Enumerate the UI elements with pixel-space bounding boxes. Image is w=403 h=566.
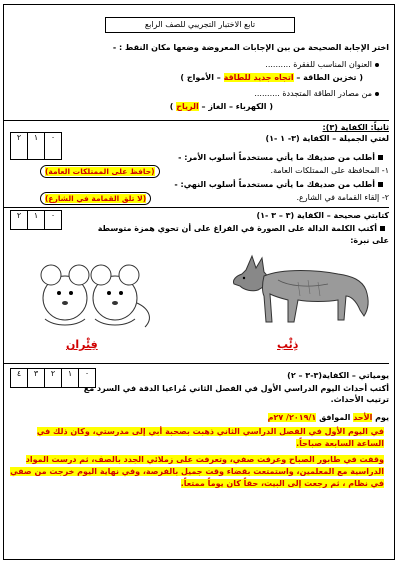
score-cell: ٠ bbox=[50, 133, 56, 142]
section2-subheading: لغتي الجميلة – الكفاية (٣- ١ -١) bbox=[265, 134, 389, 143]
s1-q2-label: من مصادر الطاقة المتجددة .......... bbox=[254, 89, 379, 99]
score-cell: ٠ bbox=[84, 369, 90, 378]
score-cell: ٢ bbox=[45, 369, 62, 387]
score-cell: ١ bbox=[28, 211, 45, 229]
s1-q2-options: ( الكهرباء – الغاز – الرياح ) bbox=[169, 102, 273, 111]
s4-date-line: يوم الأحد الموافق ٢٠١٩/١/ ٢٧م bbox=[267, 413, 389, 422]
section4-heading: يومياتي – الكفاية(٣-٣ – ٢) bbox=[287, 371, 389, 380]
mice-image bbox=[25, 253, 160, 333]
divider bbox=[3, 363, 389, 364]
divider bbox=[3, 207, 389, 208]
score-cell: ٠ bbox=[50, 211, 56, 220]
s2-q1-answer: (حافظ على الممتلكات العامة) bbox=[40, 165, 160, 178]
s2-q1-item: ١- المحافظة على الممتلكات العامة. bbox=[270, 166, 389, 175]
s1-q1-answer: اتجاه جديد للطاقة bbox=[223, 73, 294, 82]
s1-q2-answer: الرياح bbox=[176, 102, 199, 111]
s2-q2-item: ٢- إلقاء القمامة في الشارع. bbox=[296, 193, 389, 202]
score-cell: ٢ bbox=[11, 211, 28, 229]
score-grid-s3 bbox=[10, 210, 62, 230]
s1-q1-label: العنوان المناسب للفقرة .......... bbox=[265, 60, 379, 70]
divider bbox=[3, 120, 389, 121]
score-cell: ٤ bbox=[11, 369, 28, 387]
section1-instruction: اختر الإجابة الصحيحة من بين الإجابات المعروضة وضعها مكان النقط : - bbox=[112, 43, 389, 52]
section2-heading: ثانياً: الكفاية (٣): bbox=[322, 123, 389, 132]
score-cell: ١ bbox=[62, 369, 79, 387]
score-cell: ١ bbox=[28, 133, 45, 159]
page-title: تابع الاختبار التجريبي للصف الرابع bbox=[105, 17, 295, 33]
s3-instruction: أكتب الكلمة الدالة على الصورة في الفراغ على أن تحوي همزة متوسطة bbox=[98, 224, 385, 234]
s4-paragraph-2: وقفت في طابور الصباح وعرفت صفي، وتعرفت على زملائي الجدد بالصف، ثم درست المواد الدراسية مع المعلمين، واستمتعت بقضاء وقت جميل بالفرصة، وفي نهاية اليوم خرجت من صفي في نظام ، ثم رجعت إلى البيت، حقاً كان يوماً ممتعاً. bbox=[10, 455, 384, 488]
s4-date-day: الأحد bbox=[353, 413, 373, 422]
s1-q1-options: ( تخزين الطاقة – اتجاه جديد للطاقة – الأمواج ) bbox=[180, 73, 363, 82]
score-cell: ٣ bbox=[28, 369, 45, 387]
s3-answer-mice: فِئْران bbox=[66, 338, 98, 351]
s4-date-value: ٢٠١٩/١/ ٢٧م bbox=[267, 413, 317, 422]
s4-instruction: أكتب أحداث اليوم الدراسي الأول في الفصل الثاني مُراعيا الدقة في السرد مع bbox=[83, 384, 389, 393]
s2-q2-answer: (لا تلق القمامة في الشارع) bbox=[40, 192, 151, 205]
score-grid-s2 bbox=[10, 132, 62, 160]
wolf-image bbox=[228, 250, 373, 335]
s2-q2: أطلب من صديقك ما يأتي مستخدماً أسلوب النهي: - bbox=[174, 180, 383, 190]
s2-q1: أطلب من صديقك ما يأتي مستخدماً أسلوب الأمر: - bbox=[178, 153, 383, 163]
s3-answer-wolf: ذِئْب bbox=[277, 338, 299, 351]
s4-instruction-2: ترتيب الأحداث. bbox=[330, 395, 389, 404]
s4-paragraph-1: في اليوم الأول في الفصل الدراسي الثاني ذهبت بصحبة أبي إلى مدرستي، وكان ذلك في الساعة السابعة صباحاً. bbox=[36, 427, 384, 448]
section3-heading: كتابتي صحيحة – الكفاية (٣ – ٣ -١) bbox=[256, 211, 389, 220]
s3-instruction-2: على نبرة: bbox=[350, 236, 389, 245]
score-cell: ٢ bbox=[11, 133, 28, 159]
